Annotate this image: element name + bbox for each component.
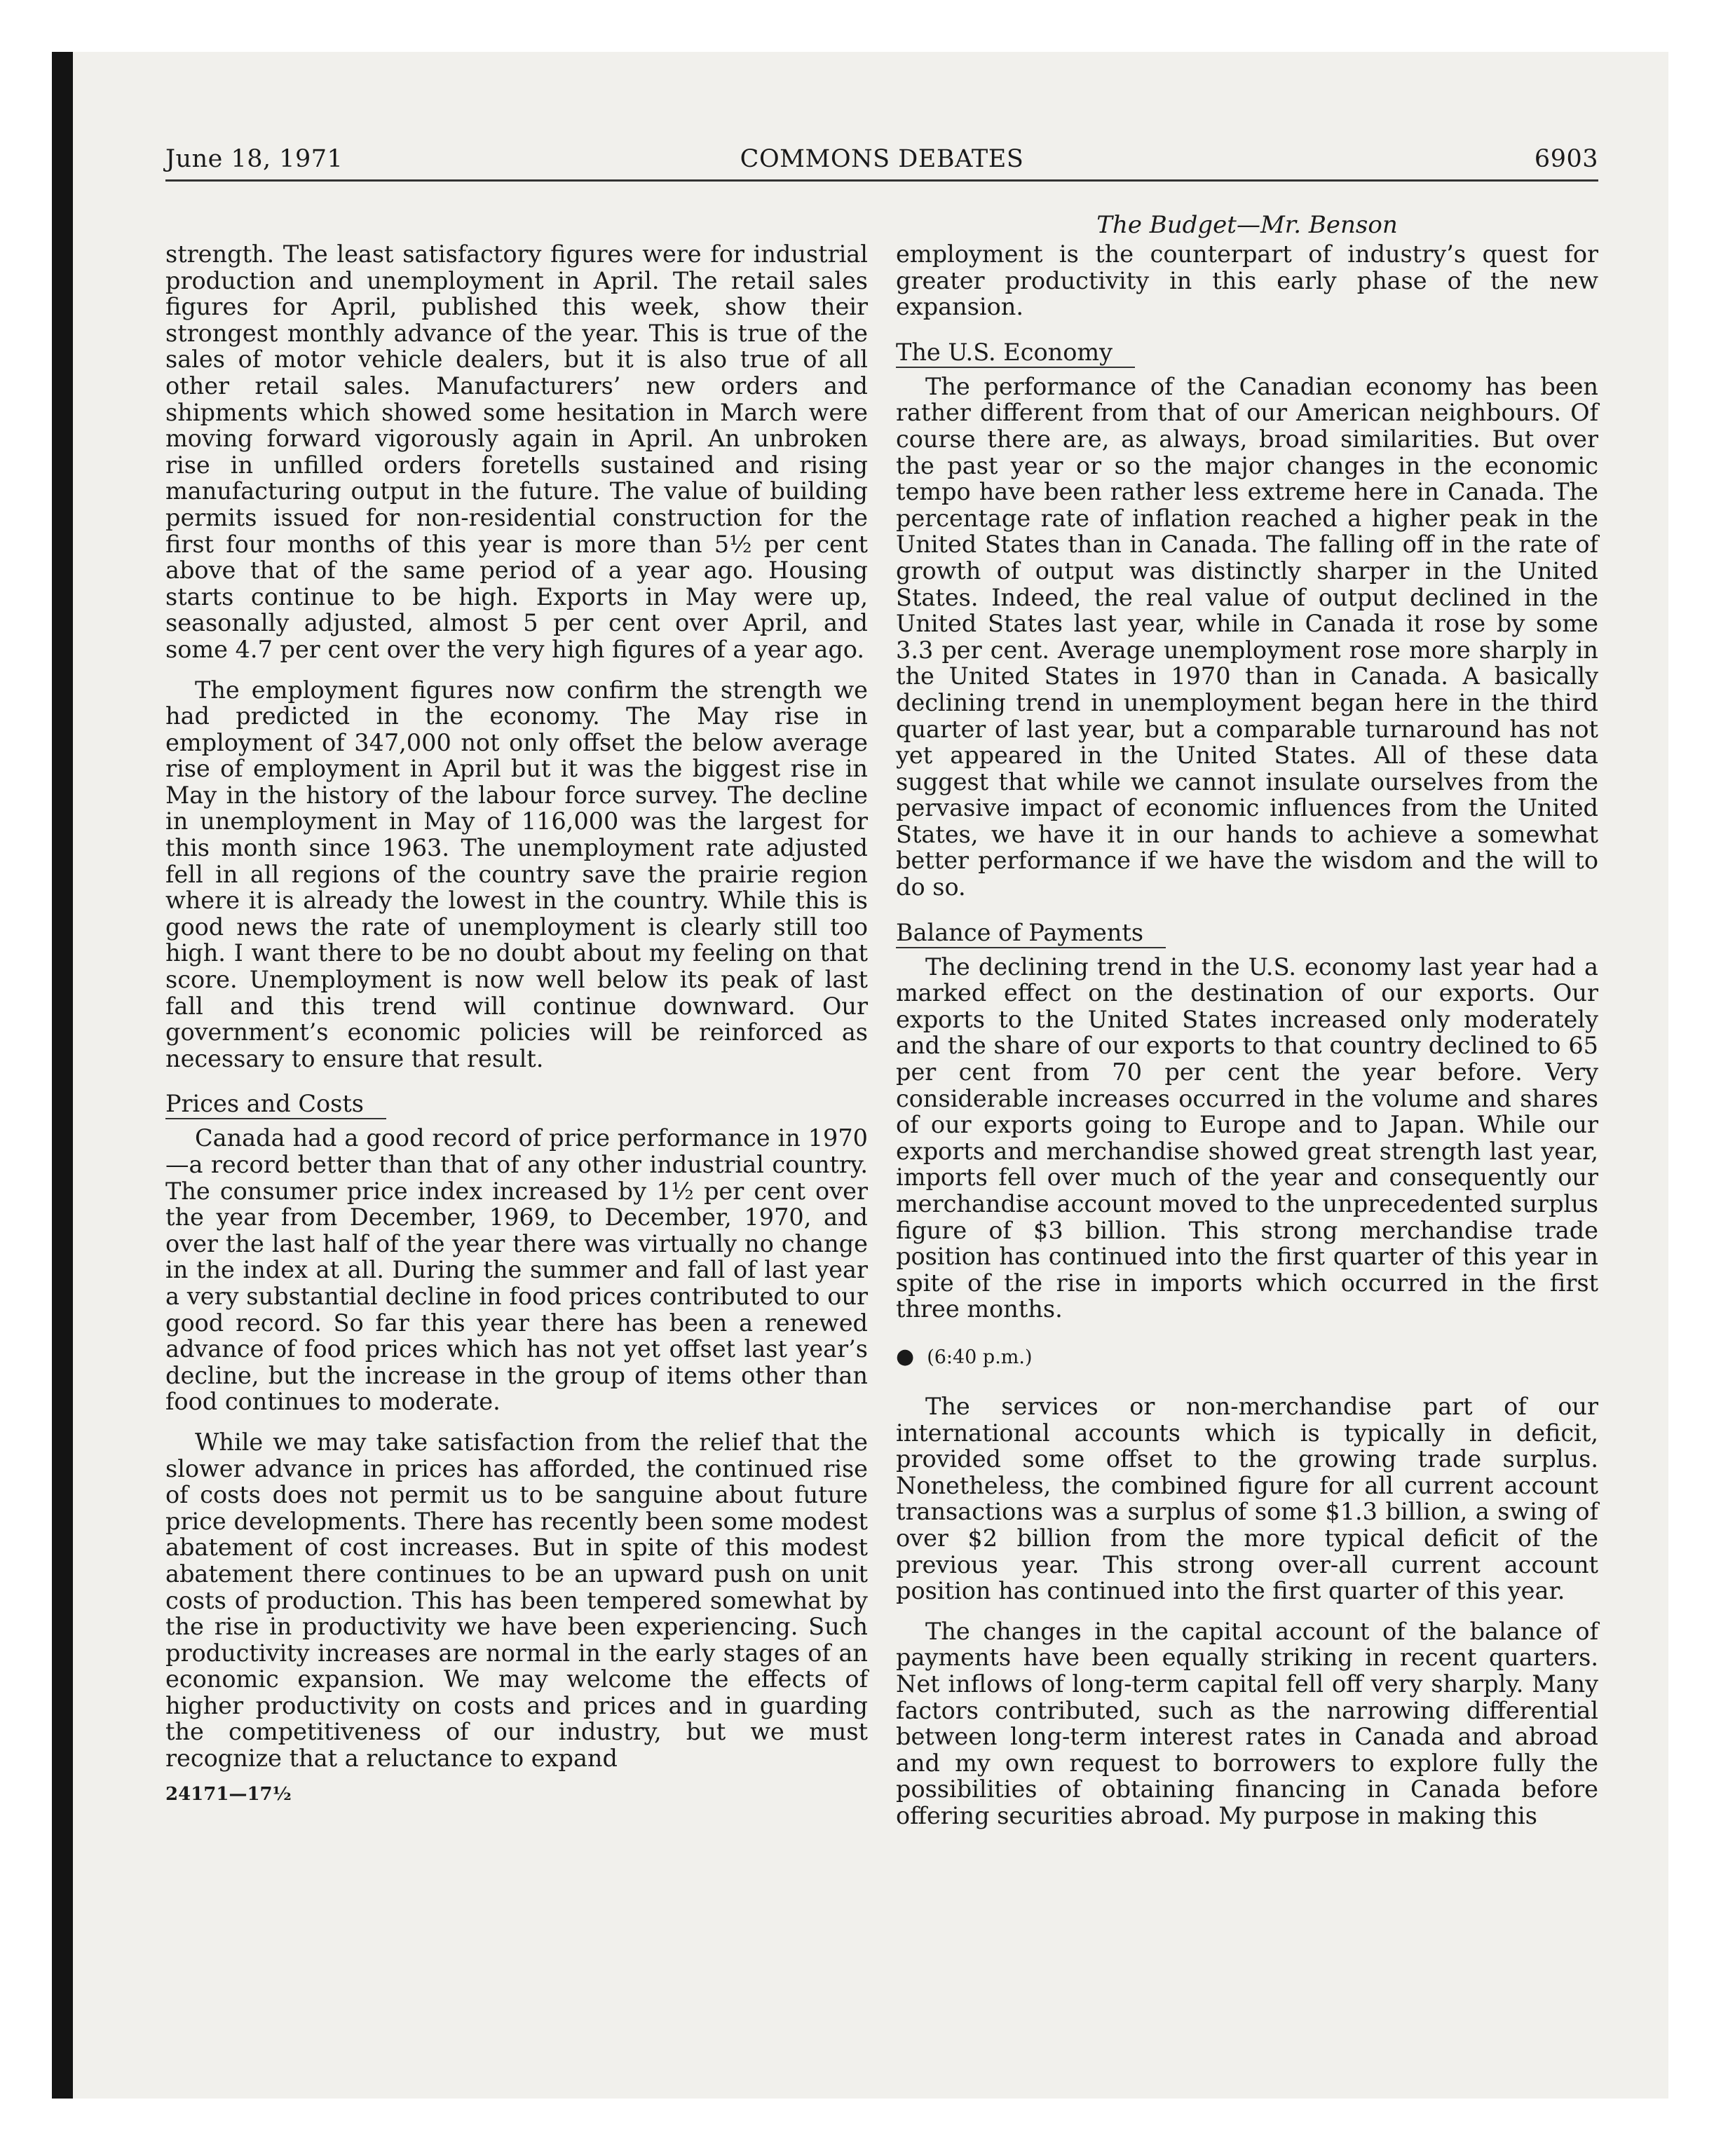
header-publication: COMMONS DEBATES	[740, 145, 1024, 173]
header-page-number: 6903	[1534, 145, 1598, 173]
section-heading-prices	[165, 1090, 868, 1119]
paragraph: Canada had a good record of price performance in 1970—a record better than that of any other industrial country. The consumer price index increased by 1½ per cent over the year from December, 1969, to December, 1970, and over the last half of the year there was virtually no change in the index at all. During the summer and fall of last year a very substantial decline in food prices contributed to our good record. So far this year there has been a renewed advance of food prices which has not yet offset last year’s decline, but the increase in the group of items other than food continues to moderate.	[165, 1124, 868, 1416]
paragraph: The declining trend in the U.S. economy last year had a marked effect on the destination of our exports. Our exports to the United States increased only moderately and the share of our exports to that country declined to 65 per cent from 70 per cent the year before. Very considerable increases occurred in the volume and shares of our exports going to Europe and to Japan. While our exports and merchandise showed great strength last year, imports fell over much of the year and consequently our merchandise account moved to the unprecedented surplus figure of $3 billion. This strong merchandise trade position has continued into the first quarter of this year in spite of the rise in imports which occurred in the first three months.	[896, 953, 1598, 1323]
paragraph: employment is the counterpart of industry’s quest for greater productivity in this early phase of the new expansion.	[896, 240, 1598, 321]
section-heading-label: Prices and Costs	[165, 1090, 386, 1119]
folio-number: 24171—17½	[165, 1783, 292, 1805]
section-heading-label: The U.S. Economy	[896, 339, 1135, 368]
page-header	[165, 143, 1598, 182]
right-column	[896, 241, 1598, 1829]
paragraph: The employment figures now confirm the strength we had predicted in the economy. The May rise in employment of 347,000 not only offset the below average rise of employment in April but it was the biggest rise in May in the history of the labour force survey. The decline in unemployment in May of 116,000 was the largest for this month since 1963. The unemployment rate adjusted fell in all regions of the country save the prairie region where it is already the lowest in the country. While this is good news the rate of unemployment is clearly still too high. I want there to be no doubt about my feeling on that score. Unemployment is now well below its peak of last fall and this trend will continue downward. Our government’s economic policies will be reinforced as necessary to ensure that result.	[165, 676, 868, 1072]
time-marker-label: (6:40 p.m.)	[927, 1346, 1033, 1368]
running-head: The Budget—Mr. Benson	[1096, 211, 1398, 239]
left-column	[165, 241, 868, 1808]
time-marker	[896, 1345, 1598, 1370]
section-heading-us-economy	[896, 339, 1598, 368]
scan-edge	[52, 52, 73, 2099]
section-heading-balance	[896, 919, 1598, 948]
section-heading-label: Balance of Payments	[896, 919, 1166, 948]
paragraph: strength. The least satisfactory figures were for industrial production and unemployment in April. The retail sales figures for April, published this week, show their strongest monthly advance of the year. This is true of the sales of motor vehicle dealers, but it is also true of all other retail sales. Manufacturers’ new orders and shipments which showed some hesitation in March were moving forward vigorously again in April. An unbroken rise in unfilled orders foretells sustained and rising manufacturing output in the future. The value of building permits issued for non-residential construction for the first four months of this year is more than 5½ per cent above that of the same period of a year ago. Housing starts continue to be high. Exports in May were up, seasonally adjusted, almost 5 per cent over April, and some 4.7 per cent over the very high figures of a year ago.	[165, 240, 868, 663]
paragraph: The services or non-merchandise part of our international accounts which is typically in deficit, provided some offset to the growing trade surplus. Nonetheless, the combined figure for all current account transactions was a surplus of some $1.3 billion, a swing of over $2 billion from the more typical deficit of the previous year. This strong over-all current account position has continued into the first quarter of this year.	[896, 1392, 1598, 1605]
header-rule	[165, 179, 1598, 182]
paragraph: The changes in the capital account of the balance of payments have been equally striking in recent quarters. Net inflows of long-term capital fell off very sharply. Many factors contributed, such as the narrowing differential between long-term interest rates in Canada and abroad and my own request to borrowers to explore fully the possibilities of obtaining financing in Canada before offering securities abroad. My purpose in making this	[896, 1617, 1598, 1829]
bullet-icon: ●	[896, 1344, 915, 1369]
paragraph: While we may take satisfaction from the relief that the slower advance in prices has afforded, the continued rise of costs does not permit us to be sanguine about future price developments. There has recently been some modest abatement of cost increases. But in spite of this modest abatement there continues to be an upward push on unit costs of production. This has been tempered somewhat by the rise in productivity we have been experiencing. Such productivity increases are normal in the early stages of an economic expansion. We may welcome the effects of higher productivity on costs and prices and in guarding the competitiveness of our industry, but we must recognize that a reluctance to expand	[165, 1428, 868, 1773]
paragraph: The performance of the Canadian economy has been rather different from that of our American neighbours. Of course there are, as always, broad similarities. But over the past year or so the major changes in the economic tempo have been rather less extreme here in Canada. The percentage rate of inflation reached a higher peak in the United States than in Canada. The falling off in the rate of growth of output was distinctly sharper in the United States. Indeed, the real value of output declined in the United States last year, while in Canada it rose by some 3.3 per cent. Average unemployment rose more sharply in the United States in 1970 than in Canada. A basically declining trend in unemployment began here in the third quarter of last year, but a comparable turnaround has not yet appeared in the United States. All of these data suggest that while we cannot insulate ourselves from the pervasive impact of economic influences from the United States, we have it in our hands to achieve a somewhat better performance if we have the wisdom and the will to do so.	[896, 372, 1598, 901]
header-date: June 18, 1971	[165, 145, 343, 173]
